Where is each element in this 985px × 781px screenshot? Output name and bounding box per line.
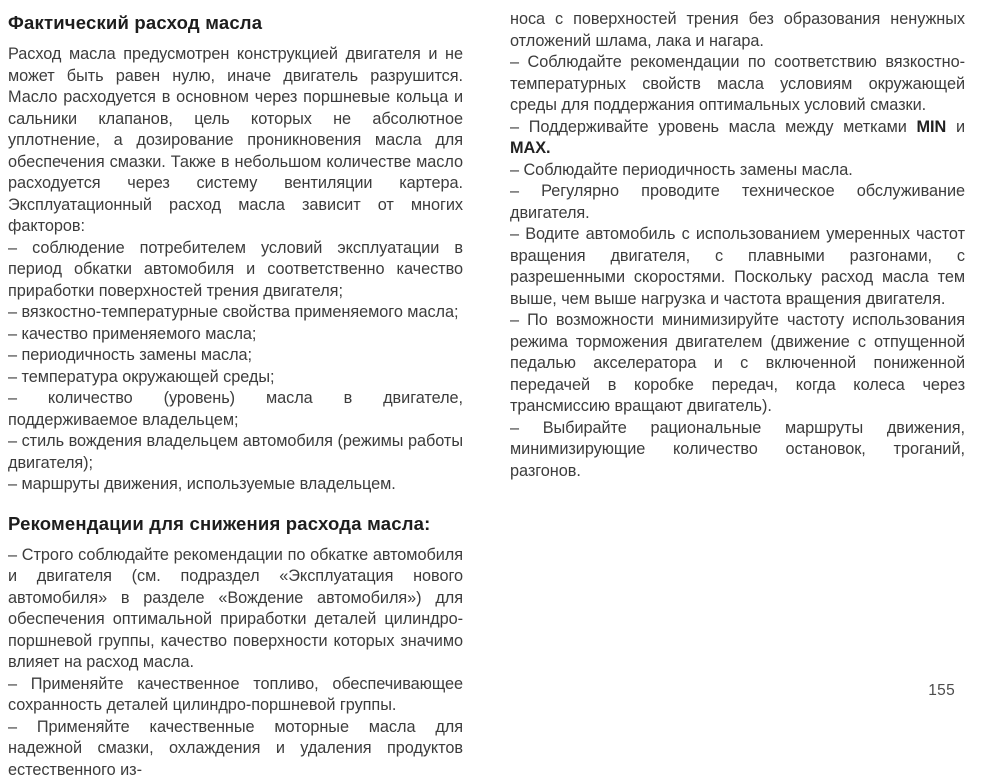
recommendation-item: – Применяйте качественное топливо, обеспечивающее сохранность деталей цилиндро-поршневой группы. (8, 674, 463, 717)
factor-item: – вязкостно-температурные свойства применяемого масла; (8, 302, 463, 324)
recommendation-item-oil-level (510, 117, 965, 160)
intro-paragraph: Расход масла предусмотрен конструкцией двигателя и не может быть равен нулю, иначе двигатель разрушится. Масло расходуется в основном через поршневые кольца и сальники клапанов, цель которых не абсолютное уплотнение, а дозирование проникновения масла для обеспечения смазки. Также в небольшом количестве масло расходуется через систему вентиляции картера. Эксплуатационный расход масла зависит от многих факторов: (8, 44, 463, 238)
recommendation-item: – Соблюдайте рекомендации по соответствию вязкостно-температурных свойств масла условиям окружающей среды для поддержания оптимальных условий смазки. (510, 52, 965, 117)
factor-item: – количество (уровень) масла в двигателе, поддерживаемое владельцем; (8, 388, 463, 431)
right-column (510, 9, 965, 781)
max-mark-label: MAX. (510, 139, 551, 157)
recommendation-item: – Строго соблюдайте рекомендации по обкатке автомобиля и двигателя (см. подраздел «Эксплуатация нового автомобиля» в разделе «Вождение автомобиля») для обеспечения оптимальной приработки деталей цилиндро-поршневой группы, качество поверхности которых значимо влияет на расход масла. (8, 545, 463, 674)
recommendation-item: – По возможности минимизируйте частоту использования режима торможения двигателем (движение с отпущенной педалью акселератора и с включенной пониженной передачей в коробке передач, когда колеса через трансмиссию вращают двигатель). (510, 310, 965, 418)
left-column (8, 9, 463, 781)
recommendation-item: – Соблюдайте периодичность замены масла. (510, 160, 965, 182)
continuation-paragraph: носа с поверхностей трения без образования ненужных отложений шлама, лака и нагара. (510, 9, 965, 52)
page-number: 155 (928, 682, 955, 700)
factor-item: – качество применяемого масла; (8, 324, 463, 346)
factor-item: – маршруты движения, используемые владельцем. (8, 474, 463, 496)
factor-item: – температура окружающей среды; (8, 367, 463, 389)
factor-item: – соблюдение потребителем условий эксплуатации в период обкатки автомобиля и соответственно качество приработки поверхностей трения двигателя; (8, 238, 463, 303)
heading-actual-oil-consumption: Фактический расход масла (8, 11, 463, 35)
recommendation-item: – Регулярно проводите техническое обслуживание двигателя. (510, 181, 965, 224)
factor-item: – стиль вождения владельцем автомобиля (режимы работы двигателя); (8, 431, 463, 474)
factor-item: – периодичность замены масла; (8, 345, 463, 367)
recommendation-item: – Водите автомобиль с использованием умеренных частот вращения двигателя, с плавными разгонами, с разрешенными скоростями. Поскольку расход масла тем выше, чем выше нагрузка и частота вращения двигателя. (510, 224, 965, 310)
min-mark-label: MIN (917, 118, 947, 136)
oil-level-text: – Поддерживайте уровень масла между метками (510, 118, 917, 136)
oil-level-text: и (946, 118, 965, 136)
recommendation-item: – Выбирайте рациональные маршруты движения, минимизирующие количество остановок, троганий, разгонов. (510, 418, 965, 483)
recommendation-item: – Применяйте качественные моторные масла для надежной смазки, охлаждения и удаления продуктов естественного из- (8, 717, 463, 781)
heading-recommendations: Рекомендации для снижения расхода масла: (8, 512, 463, 536)
